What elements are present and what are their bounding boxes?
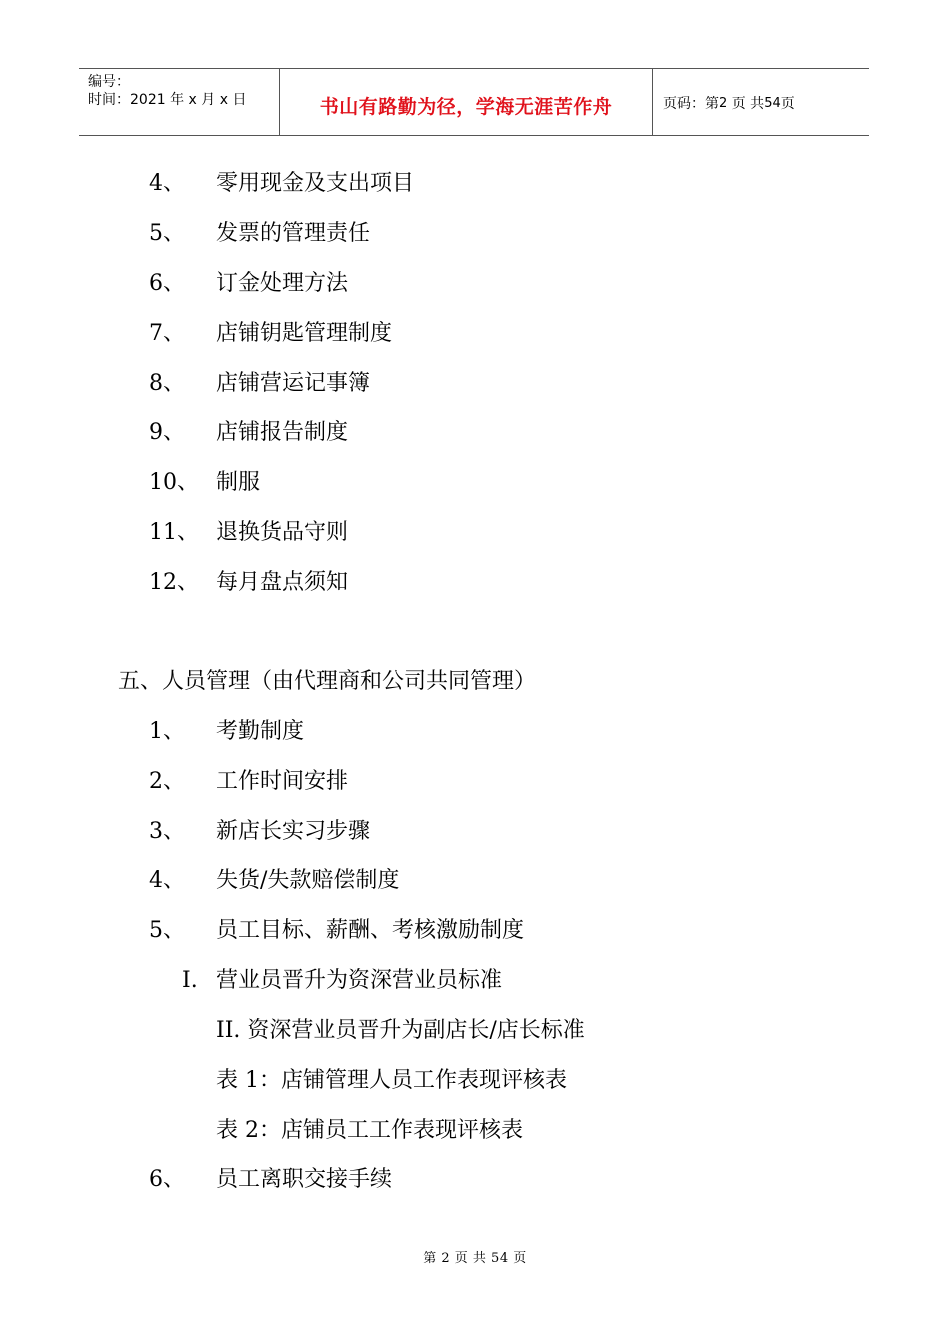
page-suffix: 页 <box>780 96 795 112</box>
list-item-text: 店铺钥匙管理制度 <box>216 321 393 346</box>
list-item-number: 9、 <box>149 420 185 445</box>
date-label: 时间：2021 年 x 月 x 日 <box>88 92 247 108</box>
list-item-text: 考勤制度 <box>216 719 305 744</box>
list-item-text: 店铺报告制度 <box>216 420 349 445</box>
list-item-number: 4、 <box>149 868 185 893</box>
list-item-text: 工作时间安排 <box>216 769 349 794</box>
page-prefix: 页码：第 <box>663 96 719 112</box>
list-item-number: 7、 <box>149 321 185 346</box>
list-item-number: 6、 <box>149 1167 185 1192</box>
sub-item-text: 营业员晋升为资深营业员标准 <box>216 968 503 993</box>
header-motto: 书山有路勤为径，学海无涯苦作舟 <box>280 69 653 135</box>
sub-item-text: II. 资深营业员晋升为副店长/店长标准 <box>216 1018 585 1043</box>
list-item-number: 3、 <box>149 819 185 844</box>
list-item-number: 6、 <box>149 271 185 296</box>
list-item-text: 发票的管理责任 <box>216 221 371 246</box>
list-item-text: 退换货品守则 <box>216 520 349 545</box>
list-item-number: 10、 <box>149 470 199 495</box>
list-item-number: 8、 <box>149 371 185 396</box>
list-item-number: 5、 <box>149 221 185 246</box>
list-item-number: 2、 <box>149 769 185 794</box>
list-item-text: 订金处理方法 <box>216 271 349 296</box>
page-header <box>79 68 869 136</box>
list-item-number: 11、 <box>149 520 199 545</box>
section-heading: 五、人员管理（由代理商和公司共同管理） <box>118 669 537 694</box>
list-item-text: 员工目标、薪酬、考核激励制度 <box>216 918 525 943</box>
list-item-text: 店铺营运记事簿 <box>216 371 371 396</box>
list-item-text: 零用现金及支出项目 <box>216 171 415 196</box>
list-item-number: 5、 <box>149 918 185 943</box>
page-current: 2 <box>719 95 728 111</box>
list-item-number: 12、 <box>149 570 199 595</box>
table-reference: 表 1：店铺管理人员工作表现评核表 <box>216 1068 567 1093</box>
list-item-text: 每月盘点须知 <box>216 570 349 595</box>
page-footer: 第 2 页 共 54 页 <box>423 1251 527 1266</box>
page-total: 54 <box>764 95 781 111</box>
list-item-text: 新店长实习步骤 <box>216 819 371 844</box>
list-item-number: 4、 <box>149 171 185 196</box>
list-item-number: 1、 <box>149 719 185 744</box>
serial-number-label: 编号： <box>88 74 130 90</box>
header-meta <box>79 69 280 135</box>
header-page-number <box>653 69 869 135</box>
table-reference: 表 2：店铺员工工作表现评核表 <box>216 1118 523 1143</box>
page-mid: 页 共 <box>731 96 765 112</box>
list-item-text: 制服 <box>216 470 261 495</box>
list-item-text: 员工离职交接手续 <box>216 1167 393 1192</box>
sub-item-number: I. <box>182 968 198 993</box>
list-item-text: 失货/失款赔偿制度 <box>216 868 400 893</box>
